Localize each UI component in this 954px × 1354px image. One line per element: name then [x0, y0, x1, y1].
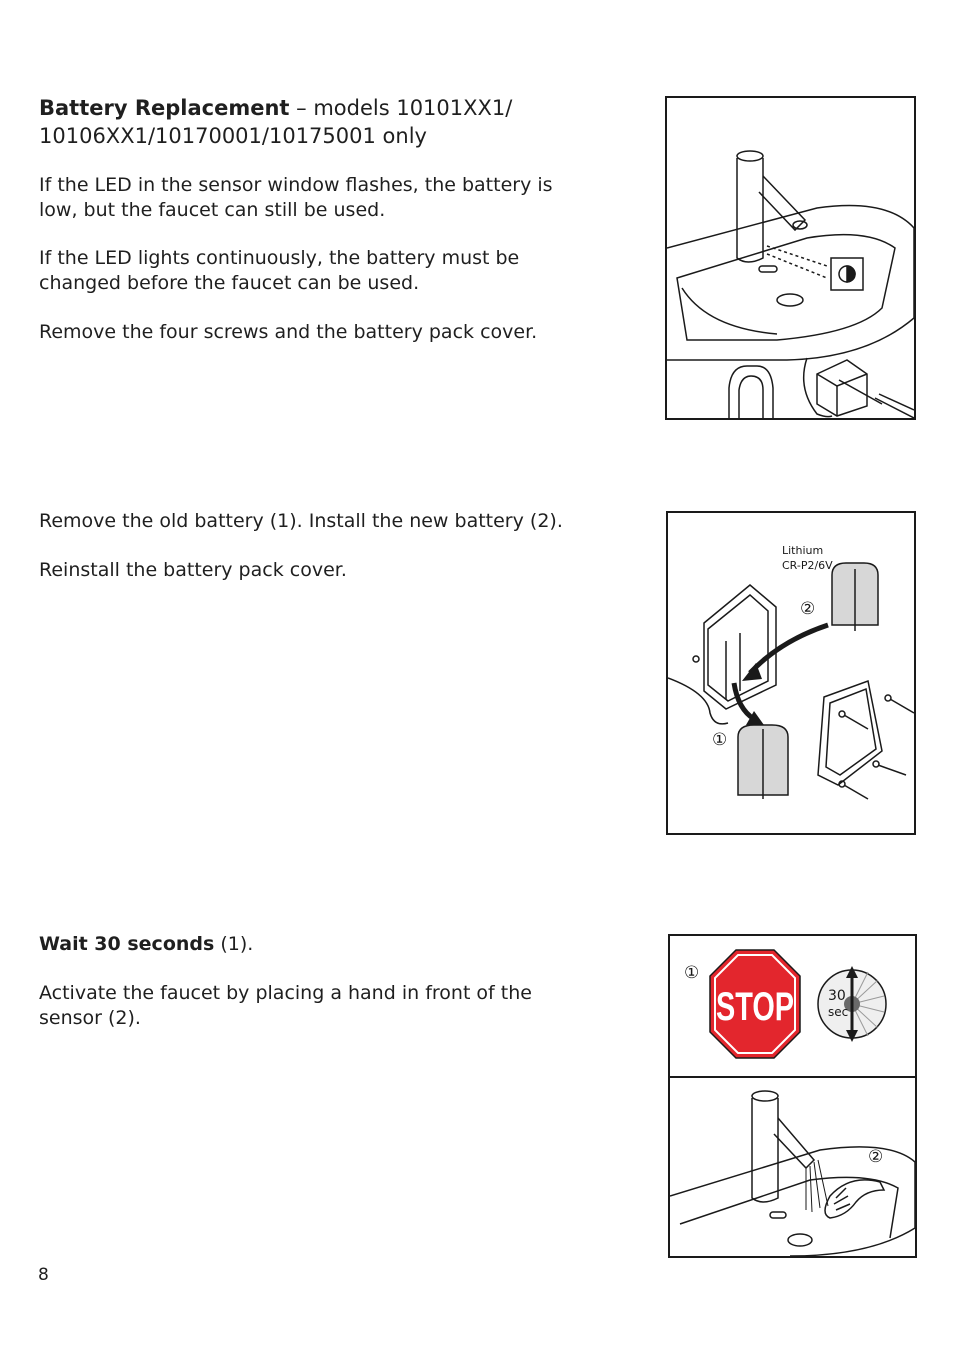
- remove-screws-paragraph: Remove the four screws and the battery pack cover.: [39, 321, 538, 343]
- wait-figure: [668, 934, 917, 1078]
- activate-figure: [668, 1076, 917, 1258]
- led-flash-paragraph: If the LED in the sensor window flashes, the battery is low, but the faucet can still be used.: [39, 174, 553, 221]
- battery-type-line2: CR-P2/6V: [782, 559, 833, 572]
- wait-step-marker: ①: [684, 963, 700, 983]
- battery-exchange-figure: [666, 511, 916, 835]
- timer-value: 30: [828, 988, 846, 1004]
- activate-step-marker: ②: [868, 1147, 884, 1167]
- faucet-sensor-illustration: [667, 98, 914, 418]
- wait-paragraph: [39, 932, 569, 957]
- battery-exchange-illustration: [668, 513, 914, 833]
- led-continuous-paragraph: If the LED lights continuously, the battery must be changed before the faucet can be used.: [39, 247, 520, 294]
- stop-timer-illustration: [670, 936, 915, 1076]
- battery-type-line1: Lithium: [782, 544, 824, 557]
- faucet-sensor-figure: [665, 96, 916, 420]
- title-models: – models 10101XX1/ 10106XX1/10170001/10175001 only: [39, 96, 513, 148]
- new-battery-marker: ②: [800, 599, 816, 619]
- title-bold: Battery Replacement: [39, 96, 290, 120]
- hand-activation-illustration: [670, 1078, 915, 1256]
- timer-unit: sec: [828, 1005, 849, 1019]
- battery-swap-paragraph: Remove the old battery (1). Install the new battery (2).: [39, 510, 563, 532]
- stop-text: STOP: [716, 985, 794, 1029]
- wait-bold: Wait 30 seconds: [39, 933, 215, 955]
- activate-faucet-paragraph: Activate the faucet by placing a hand in front of the sensor (2).: [39, 982, 532, 1029]
- reinstall-cover-paragraph: Reinstall the battery pack cover.: [39, 559, 347, 581]
- page-number: 8: [38, 1265, 49, 1285]
- section-title: [39, 94, 599, 150]
- old-battery-marker: ①: [712, 730, 728, 750]
- wait-marker: (1).: [214, 933, 254, 955]
